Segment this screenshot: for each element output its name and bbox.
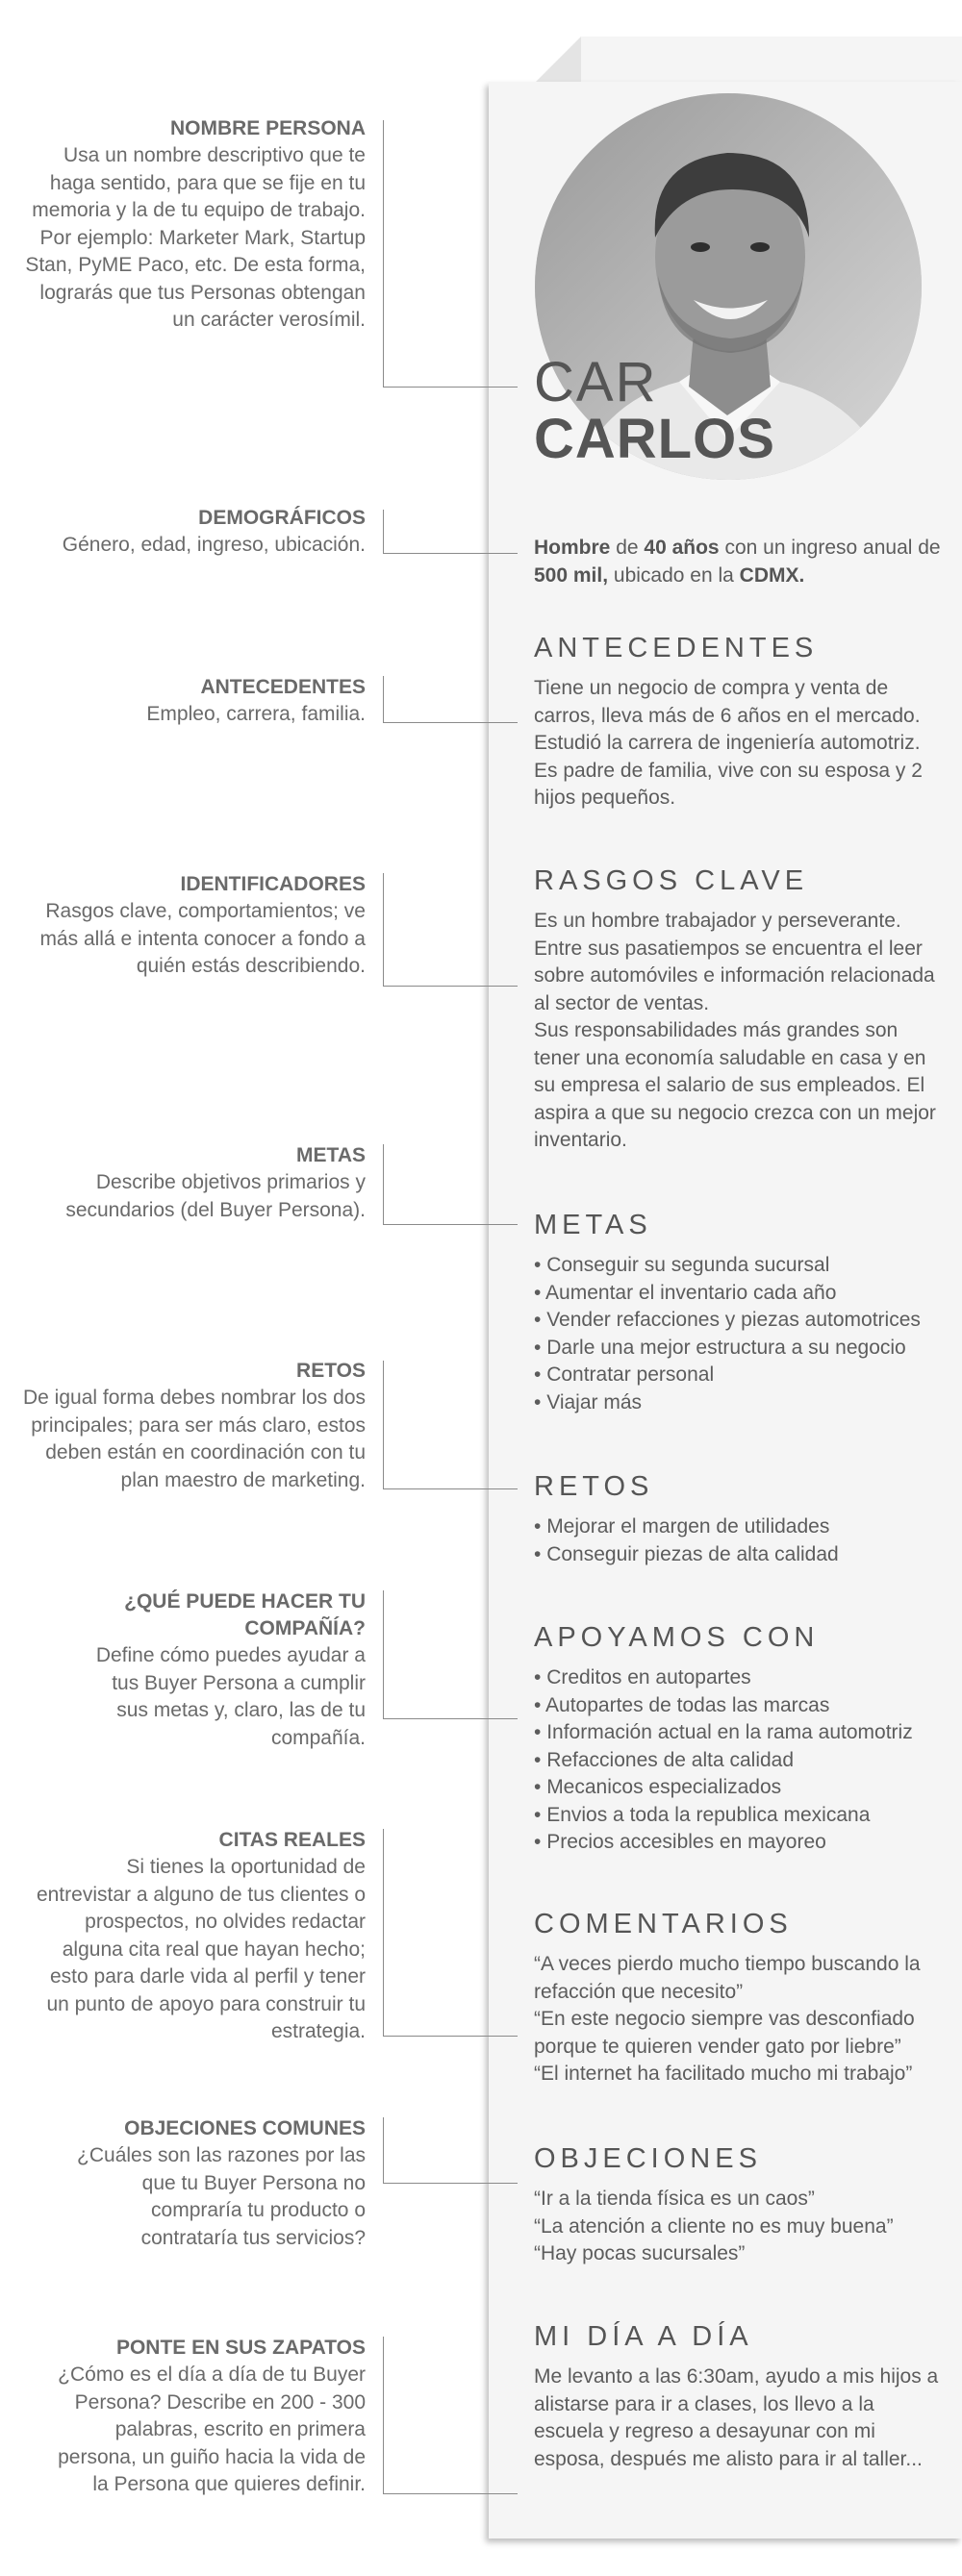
- annotation-ponte-en-sus-zapatos: [48, 2335, 366, 2499]
- annotation-label: DEMOGRÁFICOS: [198, 507, 366, 529]
- list-item: • Aumentar el inventario cada año: [534, 1280, 948, 1308]
- annotation-desc: Rasgos clave, comportamientos; ve más allá e intenta conocer a fondo a quién estás describiendo.: [39, 900, 366, 977]
- section-body: Es un hombre trabajador y perseverante. Entre sus pasatiempos se encuentra el leer sobre automóviles e información relacionada al sector de ventas.: [534, 910, 935, 1014]
- gender: Hombre: [534, 537, 611, 559]
- section-mi-dia-a-dia: [534, 2319, 948, 2473]
- annotation-metas: [19, 1142, 366, 1224]
- connector-line: [383, 1361, 384, 1488]
- connector-line: [383, 2337, 384, 2493]
- section-heading: MI DÍA A DÍA: [534, 2321, 753, 2352]
- list-item: • Darle una mejor estructura a su negocio: [534, 1335, 948, 1363]
- demo-text-2: con un ingreso anual de: [719, 537, 941, 559]
- connector-line: [383, 2183, 518, 2184]
- annotation-desc: ¿Cómo es el día a día de tu Buyer Persona? Describe en 200 - 300 palabras, escrito en primera persona, un guiño hacia la vida de la Persona que quieres definir.: [58, 2363, 366, 2495]
- section-antecedentes: [534, 631, 948, 813]
- connector-line: [383, 553, 518, 554]
- connector-line: [383, 1224, 518, 1225]
- list-item: • Refacciones de alta calidad: [534, 1747, 948, 1775]
- connector-line: [383, 120, 384, 387]
- metas-list: [534, 1252, 948, 1416]
- retos-list: [534, 1513, 948, 1568]
- list-item: • Vender refacciones y piezas automotrices: [534, 1307, 948, 1335]
- location: CDMX.: [739, 563, 805, 587]
- quote: “Hay pocas sucursales”: [534, 2242, 746, 2264]
- annotation-desc: Si tienes la oportunidad de entrevistar a alguno de tus clientes o prospectos, no olvides redactar alguna cita real que hayan hecho; esto para darle vida al perfil y tener un punto de apoyo para construir tu estrategia.: [36, 1856, 366, 2042]
- age: 40 años: [644, 537, 720, 559]
- list-item: • Contratar personal: [534, 1362, 948, 1389]
- annotation-label: CITAS REALES: [218, 1829, 366, 1851]
- annotation-label: RETOS: [296, 1360, 366, 1382]
- annotation-label: METAS: [296, 1144, 366, 1166]
- demo-text-1: de: [610, 537, 645, 559]
- annotation-retos: [19, 1358, 366, 1494]
- annotation-demograficos: [19, 505, 366, 560]
- section-heading: RETOS: [534, 1471, 654, 1502]
- income: 500 mil,: [534, 563, 609, 587]
- quote: “Ir a la tienda física es un caos”: [534, 2188, 815, 2210]
- connector-line: [383, 722, 518, 723]
- connector-line: [383, 2117, 384, 2183]
- annotation-desc: Género, edad, ingreso, ubicación.: [62, 534, 366, 556]
- list-item: • Conseguir su segunda sucursal: [534, 1252, 948, 1280]
- quote: “A veces pierdo mucho tiempo buscando la refacción que necesito”: [534, 1953, 921, 2003]
- annotation-desc: ¿Cuáles son las razones por las que tu Buyer Persona no compraría tu producto o contrataría tus servicios?: [77, 2144, 366, 2249]
- quote: “La atención a cliente no es muy buena”: [534, 2214, 894, 2238]
- annotation-citas-reales: [34, 1827, 366, 2046]
- list-item: • Autopartes de todas las marcas: [534, 1692, 948, 1720]
- quote: “En este negocio siempre vas desconfiado porque te quieren vender gato por liebre”: [534, 2008, 915, 2058]
- section-comentarios: [534, 1907, 948, 2088]
- annotation-objeciones-comunes: [77, 2115, 366, 2252]
- annotation-label: NOMBRE PERSONA: [169, 117, 366, 139]
- connector-line: [383, 1829, 384, 2036]
- annotation-desc: Usa un nombre descriptivo que te haga sentido, para que se fije en tu memoria y la de tu equipo de trabajo. Por ejemplo: Marketer Mark, Startup Stan, PyME Paco, etc. De esta forma, lograrás que tus Personas obtengan un carácter verosímil.: [25, 144, 366, 331]
- section-body: Tiene un negocio de compra y venta de carros, lleva más de 6 años en el mercado. Estudió la carrera de ingeniería automotriz. Es padre de familia, vive con su esposa y 2 hijos pequeños.: [534, 677, 923, 809]
- annotation-label: IDENTIFICADORES: [180, 873, 366, 895]
- annotation-antecedentes: [19, 674, 366, 729]
- card-top: [581, 37, 962, 83]
- list-item: • Precios accesibles en mayoreo: [534, 1829, 948, 1857]
- persona-name: CARLOS: [534, 408, 775, 470]
- connector-line: [383, 2493, 518, 2494]
- list-item: • Creditos en autopartes: [534, 1664, 948, 1692]
- quote: “El internet ha facilitado mucho mi trabajo”: [534, 2063, 913, 2085]
- connector-line: [383, 1718, 518, 1719]
- section-objeciones: [534, 2141, 948, 2268]
- section-heading: APOYAMOS CON: [534, 1622, 820, 1653]
- persona-name-first: CAR: [534, 351, 658, 413]
- section-metas: [534, 1208, 948, 1416]
- annotation-label: ¿QUÉ PUEDE HACER TU COMPAÑÍA?: [124, 1590, 366, 1639]
- apoyamos-list: [534, 1664, 948, 1857]
- demographics-text: [534, 535, 948, 589]
- section-heading: COMENTARIOS: [534, 1909, 793, 1939]
- connector-line: [383, 1488, 518, 1489]
- section-heading: ANTECEDENTES: [534, 633, 819, 663]
- list-item: • Mecanicos especializados: [534, 1774, 948, 1802]
- section-heading: METAS: [534, 1210, 652, 1240]
- connector-line: [383, 986, 518, 987]
- list-item: • Envios a toda la republica mexicana: [534, 1802, 948, 1830]
- section-body: Me levanto a las 6:30am, ayudo a mis hijos a alistarse para ir a clases, los llevo a la escuela y regreso a desayunar con mi esposa, después me alisto para ir al taller...: [534, 2365, 939, 2470]
- section-retos: [534, 1469, 948, 1568]
- annotation-label: ANTECEDENTES: [200, 676, 366, 698]
- section-heading: OBJECIONES: [534, 2143, 762, 2174]
- section-apoyamos-con: [534, 1620, 948, 1857]
- demographics-section: [534, 535, 948, 589]
- connector-line: [383, 873, 384, 986]
- connector-line: [383, 387, 518, 388]
- annotation-que-puede-hacer: [77, 1588, 366, 1752]
- section-body-2: Sus responsabilidades más grandes son tener una economía saludable en casa y en su empresa el salario de sus empleados. El aspira a que su negocio crezca con un mejor inventario.: [534, 1019, 936, 1151]
- annotation-label: PONTE EN SUS ZAPATOS: [115, 2337, 366, 2359]
- annotation-desc: Describe objetivos primarios y secundarios (del Buyer Persona).: [65, 1171, 366, 1221]
- annotation-desc: Empleo, carrera, familia.: [146, 703, 366, 725]
- connector-line: [383, 676, 384, 722]
- connector-line: [383, 510, 384, 553]
- section-rasgos-clave: [534, 863, 948, 1155]
- section-heading: RASGOS CLAVE: [534, 865, 809, 896]
- demo-text-3: ubicado en la: [608, 563, 740, 587]
- annotation-nombre-persona: [19, 115, 366, 335]
- annotation-desc: Define cómo puedes ayudar a tus Buyer Persona a cumplir sus metas y, claro, las de tu compañía.: [95, 1644, 366, 1749]
- connector-line: [383, 1144, 384, 1224]
- annotation-label: OBJECIONES COMUNES: [124, 2117, 366, 2139]
- list-item: • Viajar más: [534, 1389, 948, 1417]
- connector-line: [383, 2036, 518, 2037]
- list-item: • Conseguir piezas de alta calidad: [534, 1541, 948, 1569]
- annotation-desc: De igual forma debes nombrar los dos principales; para ser más claro, estos deben están en coordinación con tu plan maestro de marketing.: [22, 1387, 366, 1491]
- list-item: • Información actual en la rama automotriz: [534, 1719, 948, 1747]
- annotation-identificadores: [19, 871, 366, 981]
- connector-line: [383, 1590, 384, 1718]
- list-item: • Mejorar el margen de utilidades: [534, 1513, 948, 1541]
